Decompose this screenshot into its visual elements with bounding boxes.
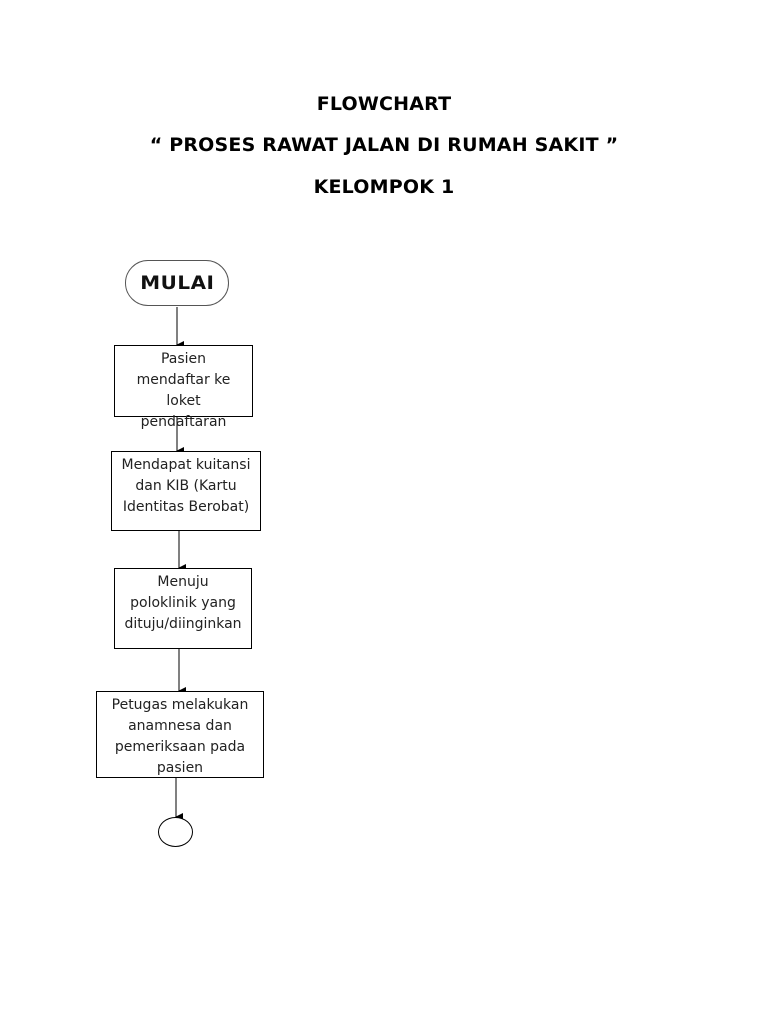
start-terminal [125, 260, 229, 306]
process-step-text: Petugas melakukan anamnesa dan pemeriksaan pada pasien [111, 697, 249, 776]
process-step-clinic [114, 568, 252, 649]
process-step-receipt [111, 451, 261, 531]
process-step-text: Pasien mendaftar ke loket pendaftaran [136, 351, 231, 430]
process-step-text: Menuju poloklinik yang dituju/diinginkan [124, 574, 242, 632]
start-label: MULAI [139, 272, 215, 294]
group-label: KELOMPOK 1 [313, 176, 455, 198]
process-step-text: Mendapat kuitansi dan KIB (Kartu Identitas Berobat) [121, 457, 251, 515]
document-title: FLOWCHART [316, 93, 452, 115]
process-step-register [114, 345, 253, 430]
process-step-examination [96, 691, 264, 778]
end-connector-circle [158, 817, 193, 847]
document-subtitle: “ PROSES RAWAT JALAN DI RUMAH SAKIT ” [149, 134, 619, 156]
